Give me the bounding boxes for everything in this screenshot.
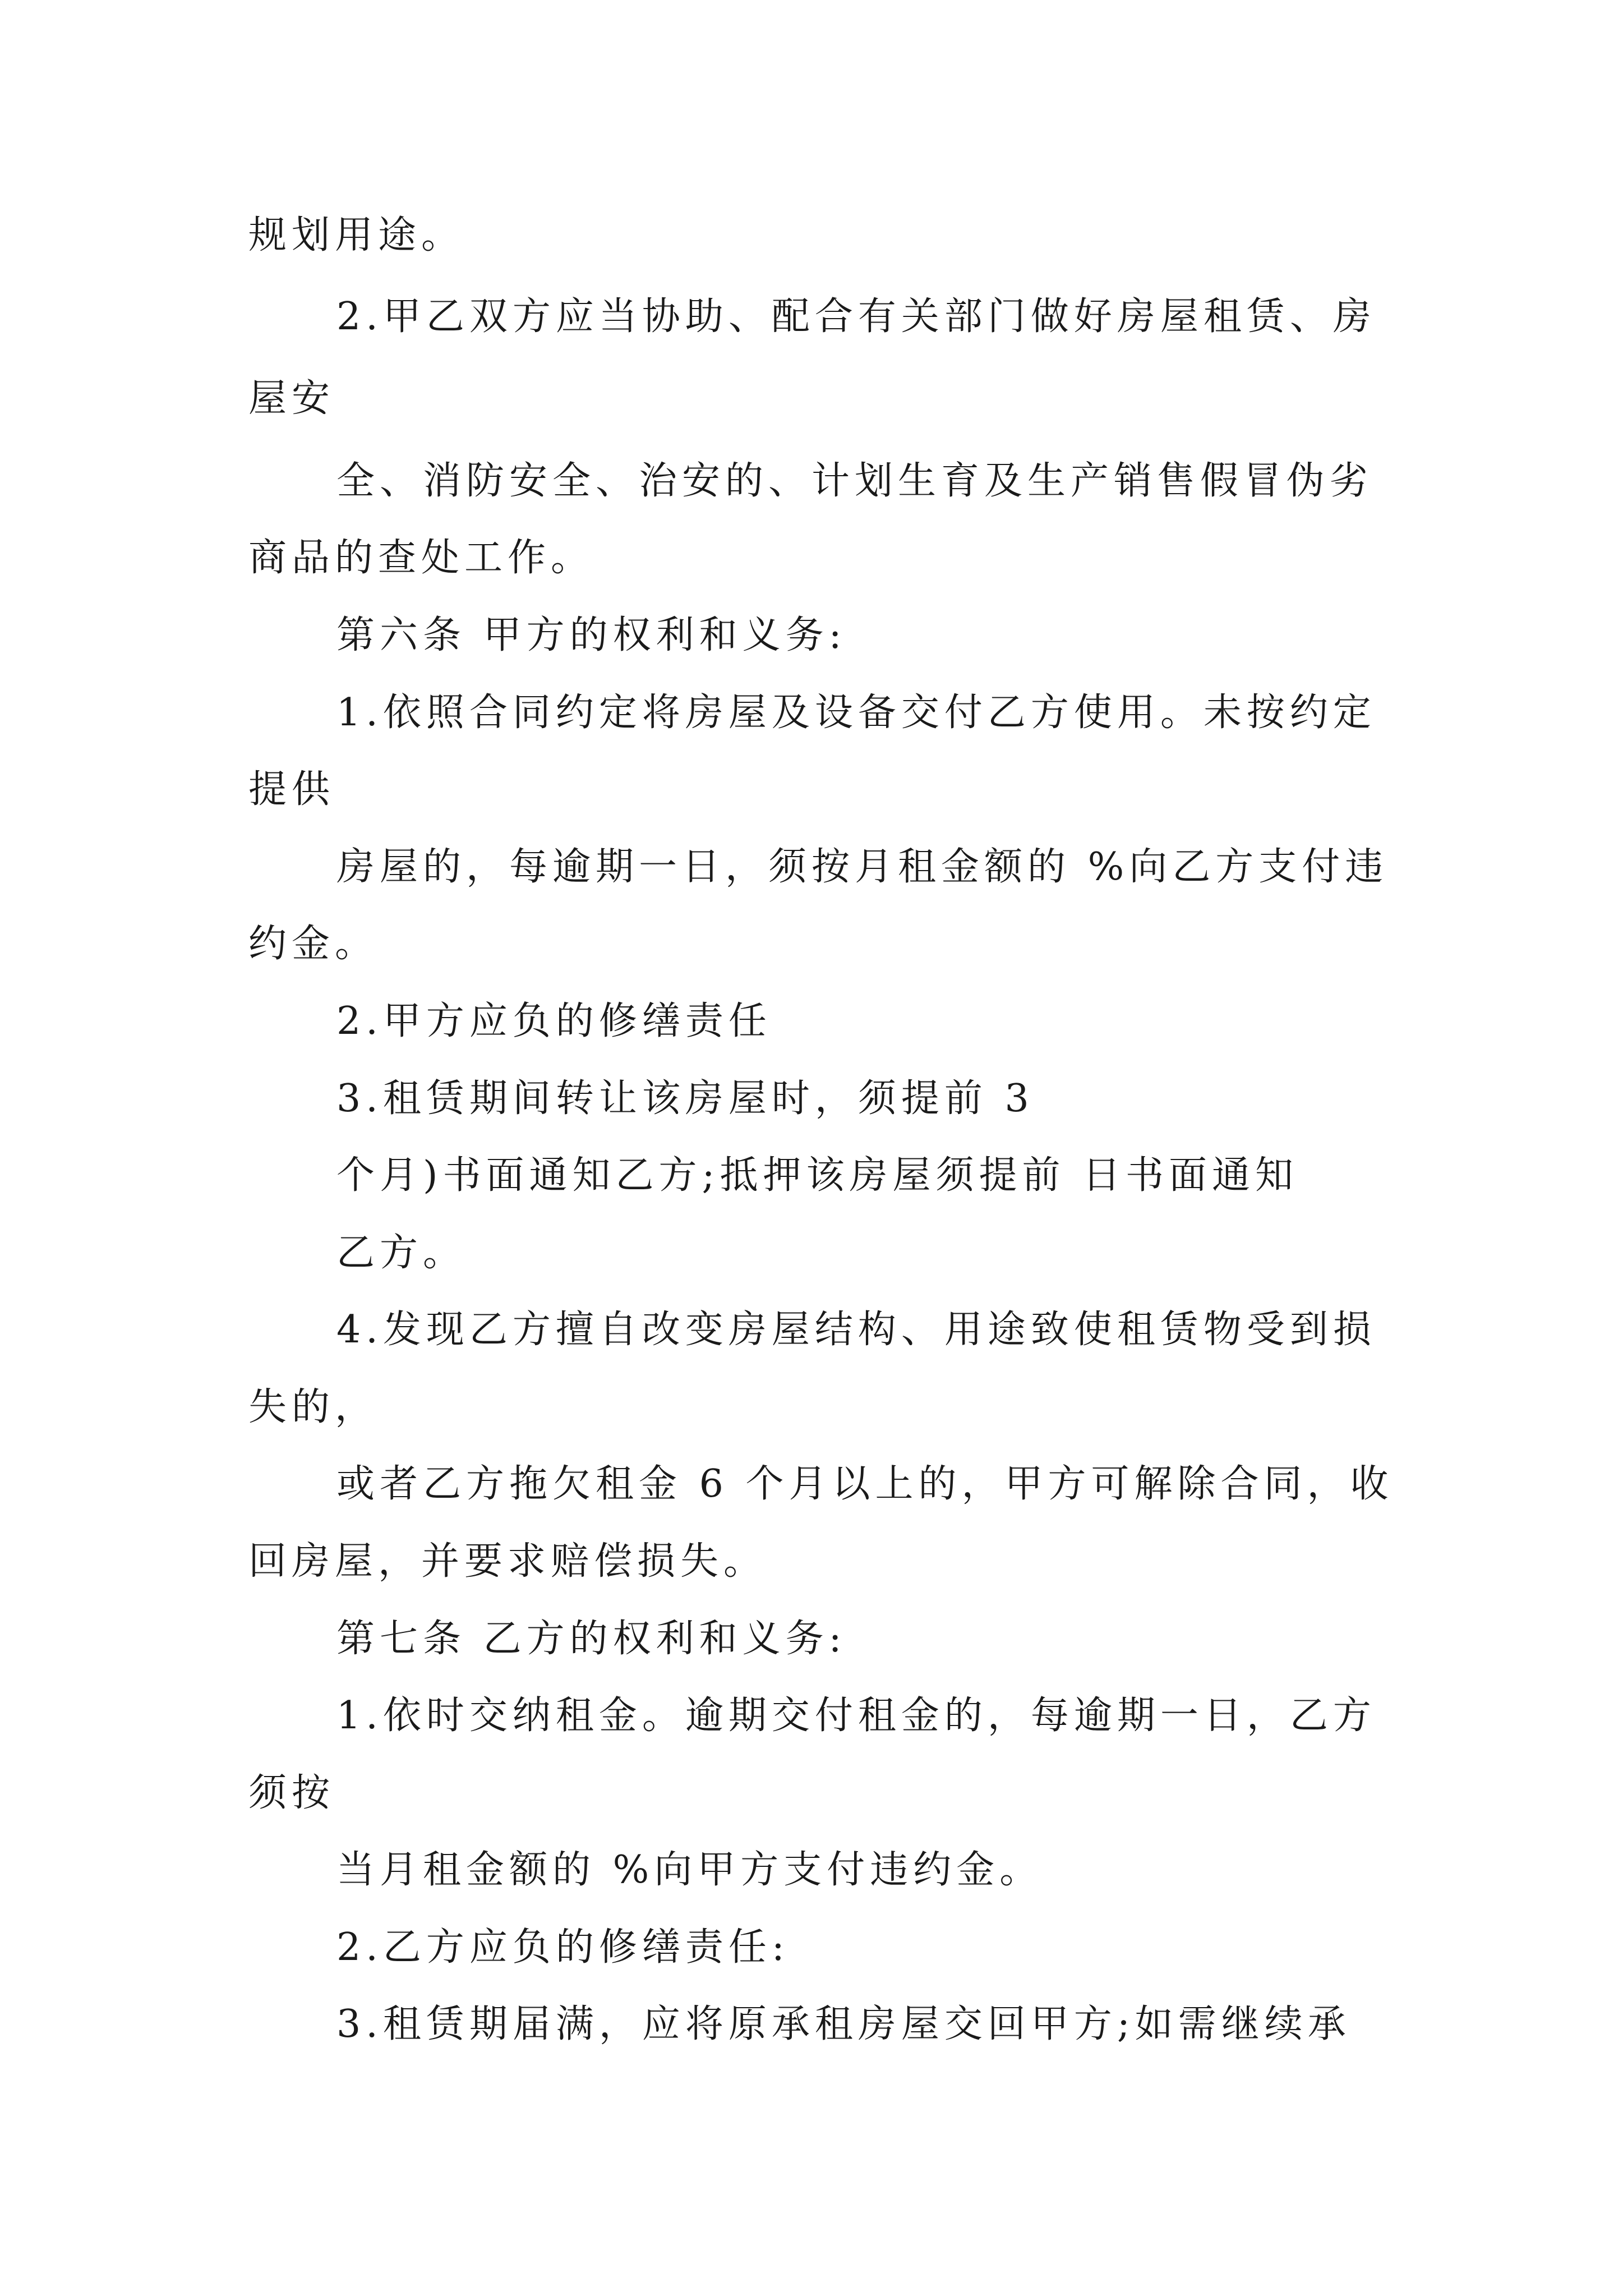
text-line: 屋安 xyxy=(248,376,335,421)
text-line: 提供 xyxy=(248,767,335,812)
text-line: 失的， xyxy=(248,1385,379,1429)
text-line: 2.甲方应负的修缮责任 xyxy=(336,999,772,1043)
text-line: 房屋的，每逾期一日，须按月租金额的 %向乙方支付违 xyxy=(336,845,1389,889)
text-line: 个月)书面通知乙方;抵押该房屋须提前 日书面通知 xyxy=(336,1153,1299,1198)
text-line: 或者乙方拖欠租金 6 个月以上的，甲方可解除合同，收 xyxy=(336,1462,1394,1506)
text-line: 约金。 xyxy=(248,922,379,966)
text-line: 当月租金额的 %向甲方支付违约金。 xyxy=(336,1848,1043,1892)
text-line: 3.租赁期届满，应将原承租房屋交回甲方;如需继续承 xyxy=(336,2002,1351,2046)
text-line: 1.依照合同约定将房屋及设备交付乙方使用。未按约定 xyxy=(336,691,1376,735)
text-line: 规划用途。 xyxy=(248,213,465,257)
text-line: 1.依时交纳租金。逾期交付租金的，每逾期一日，乙方 xyxy=(336,1694,1376,1738)
text-line: 须按 xyxy=(248,1771,335,1815)
text-line: 3.租赁期间转让该房屋时，须提前 3 xyxy=(336,1076,1034,1121)
text-line: 全、消防安全、治安的、计划生育及生产销售假冒伪劣 xyxy=(336,459,1373,503)
text-line: 4.发现乙方擅自改变房屋结构、用途致使租赁物受到损 xyxy=(336,1308,1376,1352)
section-heading: 第七条 乙方的权利和义务: xyxy=(336,1617,847,1661)
text-line: 乙方。 xyxy=(336,1231,467,1275)
text-line: 商品的查处工作。 xyxy=(248,536,594,580)
text-line: 回房屋，并要求赔偿损失。 xyxy=(248,1539,767,1584)
text-line: 2.甲乙双方应当协助、配合有关部门做好房屋租赁、房 xyxy=(336,295,1376,339)
section-heading: 第六条 甲方的权利和义务: xyxy=(336,613,847,657)
text-line: 2.乙方应负的修缮责任: xyxy=(336,1925,790,1970)
